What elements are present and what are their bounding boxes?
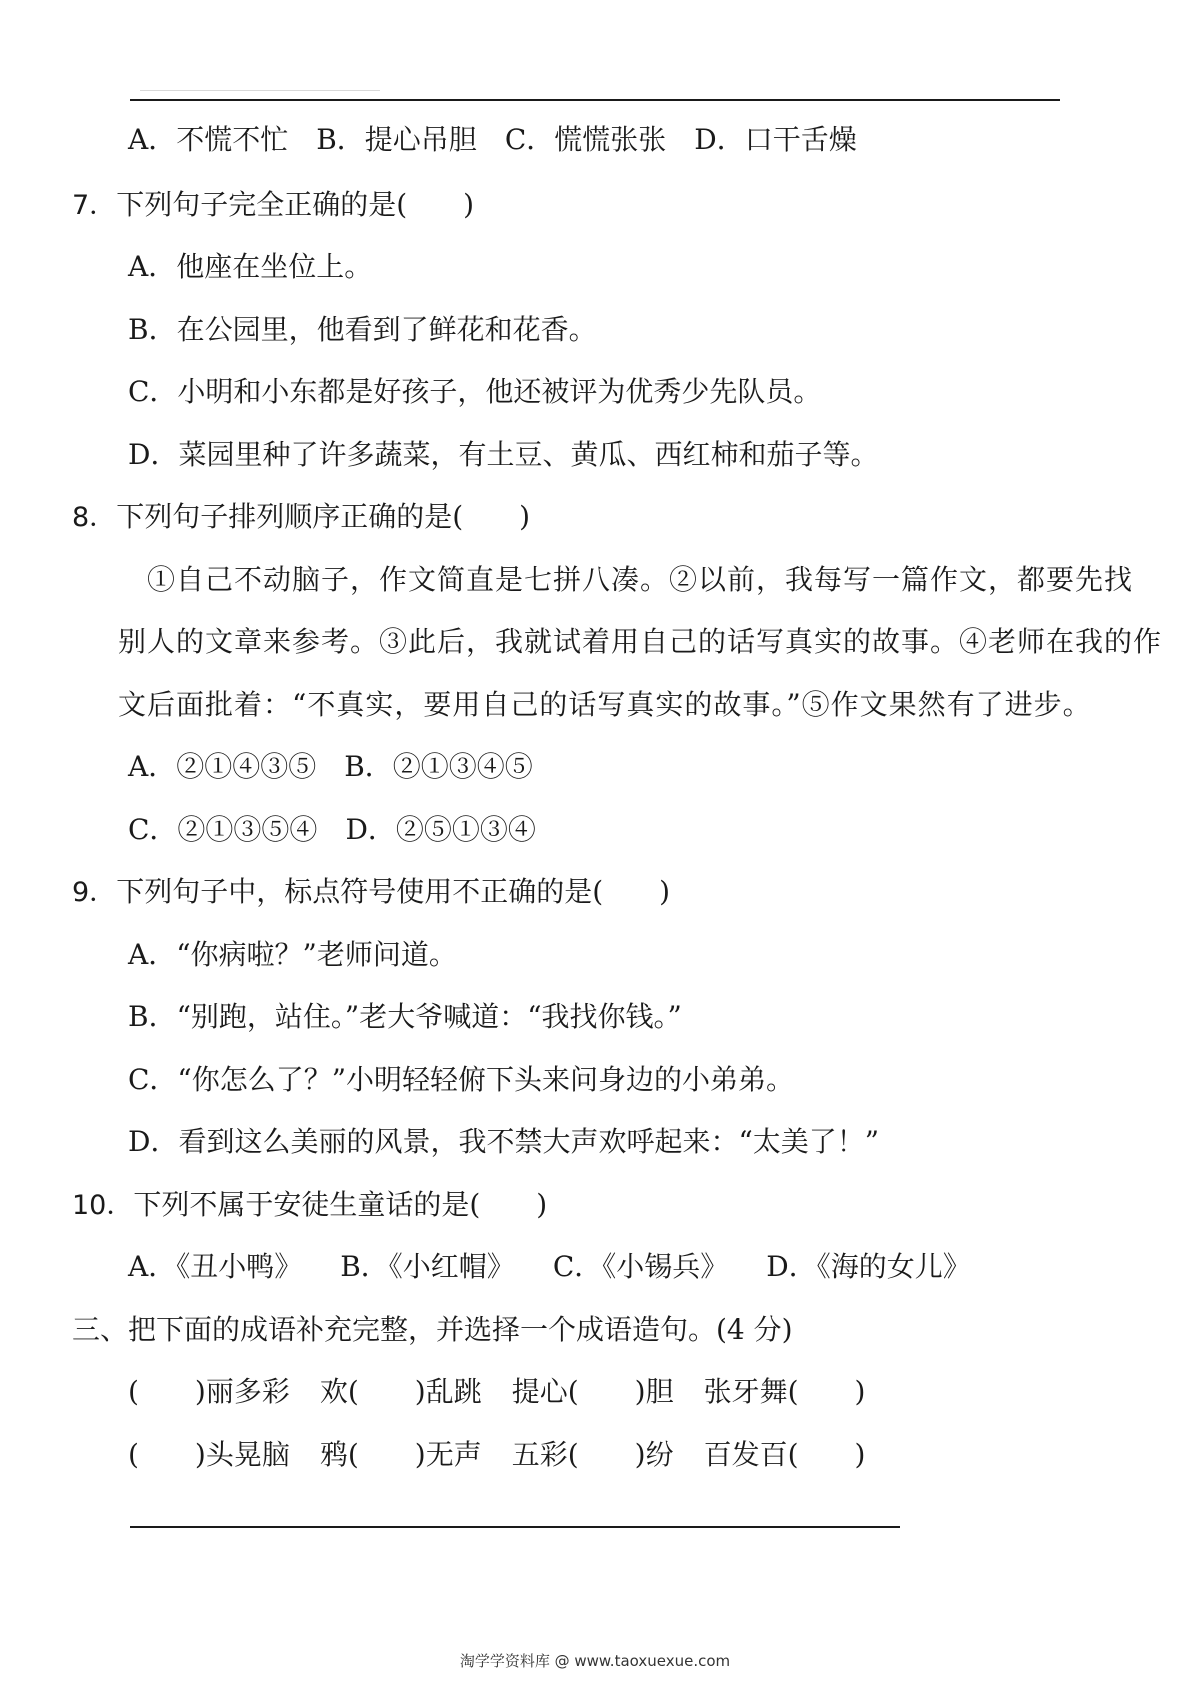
section-3-title: 三、把下面的成语补充完整，并选择一个成语造句。(4 分) [72, 1313, 793, 1346]
q9-option-a[interactable]: A．“你病啦？”老师问道。 [128, 938, 457, 971]
q10-number: 10． [72, 1190, 134, 1221]
q10-option-a[interactable]: A．《丑小鸭》 [128, 1250, 303, 1283]
q8-passage-line-1: ①自己不动脑子，作文简直是七拼八凑。②以前，我每写一篇作文，都要先找 [118, 563, 1134, 596]
q8-passage-line-2: 别人的文章来参考。③此后，我就试着用自己的话写真实的故事。④老师在我的作 [118, 625, 1163, 658]
idiom-blank-1[interactable]: ( )丽多彩 [128, 1375, 290, 1408]
idiom-blank-8[interactable]: 百发百( ) [703, 1438, 866, 1471]
q8-question [72, 497, 530, 538]
sentence-answer-line[interactable] [130, 1526, 900, 1528]
q9-question [72, 872, 670, 913]
idiom-blank-2[interactable]: 欢( )乱跳 [319, 1375, 482, 1408]
q6-option-a[interactable]: A．不慌不忙 [128, 123, 289, 156]
q8-options-row-1 [128, 747, 533, 787]
footer-watermark: 淘学学资料库 @ www.taoxuexue.com [459, 1652, 731, 1670]
q7-option-d[interactable]: D．菜园里种了许多蔬菜，有土豆、黄瓜、西红柿和茄子等。 [128, 438, 879, 471]
faded-header-line [140, 90, 380, 91]
q9-option-b[interactable]: B．“别跑，站住。”老大爷喊道：“我找你钱。” [128, 1000, 682, 1033]
q7-option-b[interactable]: B．在公园里，他看到了鲜花和花香。 [128, 313, 597, 346]
answer-line-top [130, 99, 1060, 101]
q10-stem: 下列不属于安徒生童话的是( ) [133, 1188, 548, 1221]
q6-option-c[interactable]: C．慌慌张张 [504, 123, 667, 156]
idiom-row-1 [128, 1372, 865, 1412]
idiom-row-2 [128, 1435, 865, 1475]
idiom-blank-5[interactable]: ( )头晃脑 [128, 1438, 290, 1471]
q9-stem: 下列句子中，标点符号使用不正确的是( ) [116, 875, 671, 908]
q8-option-d[interactable]: D．②⑤①③④ [345, 813, 536, 846]
q7-number: 7． [72, 190, 117, 221]
q8-option-c[interactable]: C．②①③⑤④ [128, 813, 318, 846]
q7-stem: 下列句子完全正确的是( ) [116, 188, 475, 221]
q8-stem: 下列句子排列顺序正确的是( ) [116, 500, 531, 533]
q10-option-c[interactable]: C．《小锡兵》 [552, 1250, 729, 1283]
idiom-blank-3[interactable]: 提心( )胆 [511, 1375, 674, 1408]
q9-number: 9． [72, 877, 117, 908]
q8-options-row-2 [128, 810, 536, 850]
q9-option-c[interactable]: C．“你怎么了？”小明轻轻俯下头来问身边的小弟弟。 [128, 1063, 795, 1096]
q7-option-c[interactable]: C．小明和小东都是好孩子，他还被评为优秀少先队员。 [128, 375, 822, 408]
q6-option-d[interactable]: D．口干舌燥 [694, 123, 857, 156]
q10-option-d[interactable]: D．《海的女儿》 [766, 1250, 971, 1283]
q6-option-b[interactable]: B．提心吊胆 [316, 123, 477, 156]
q7-question [72, 185, 474, 226]
q6-options [128, 120, 857, 160]
q10-question [72, 1185, 547, 1226]
q8-option-b[interactable]: B．②①③④⑤ [344, 750, 533, 783]
idiom-blank-6[interactable]: 鸦( )无声 [319, 1438, 482, 1471]
q8-number: 8． [72, 502, 117, 533]
q10-option-b[interactable]: B．《小红帽》 [340, 1250, 515, 1283]
q10-options [128, 1247, 971, 1287]
idiom-blank-4[interactable]: 张牙舞( ) [703, 1375, 866, 1408]
idiom-blank-7[interactable]: 五彩( )纷 [511, 1438, 674, 1471]
q8-passage-line-3: 文后面批着：“不真实，要用自己的话写真实的故事。”⑤作文果然有了进步。 [118, 688, 1092, 721]
q8-option-a[interactable]: A．②①④③⑤ [128, 750, 317, 783]
q9-option-d[interactable]: D．看到这么美丽的风景，我不禁大声欢呼起来：“太美了！” [128, 1125, 880, 1158]
q7-option-a[interactable]: A．他座在坐位上。 [128, 250, 373, 283]
